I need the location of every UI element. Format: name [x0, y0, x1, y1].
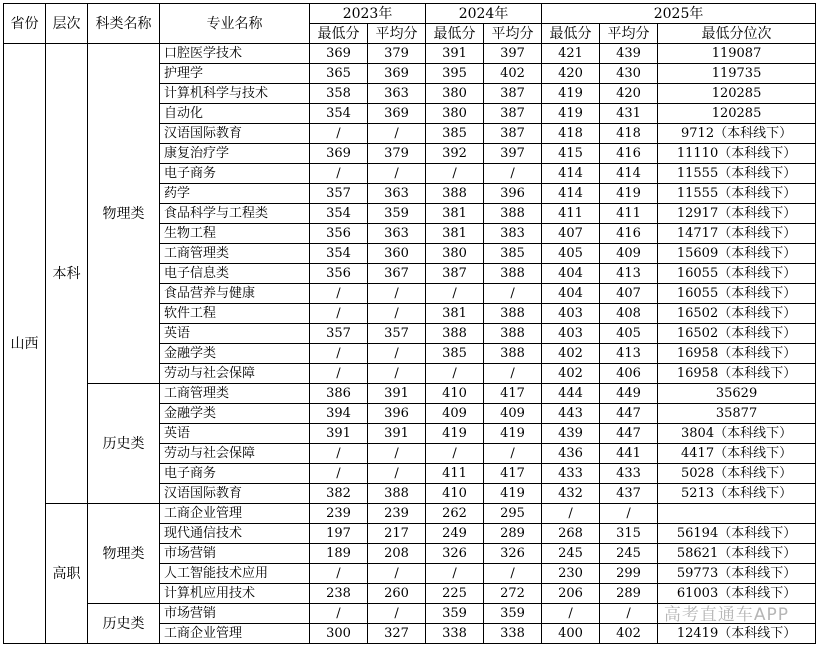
major-name-cell: 工商企业管理 [160, 624, 310, 644]
avg-2023-cell: 363 [368, 224, 426, 244]
major-name-cell: 药学 [160, 184, 310, 204]
major-name-cell: 汉语国际教育 [160, 124, 310, 144]
rank-2025-cell: 58621（本科线下） [658, 544, 816, 564]
min-2024-cell: 381 [426, 304, 484, 324]
avg-2024-cell: 388 [484, 304, 542, 324]
min-2025-cell: 400 [542, 624, 600, 644]
avg-2025-cell: 431 [600, 104, 658, 124]
avg-2025-cell: 405 [600, 324, 658, 344]
avg-2023-cell: 359 [368, 204, 426, 224]
avg-2025-cell: 433 [600, 464, 658, 484]
avg-2024-cell: / [484, 444, 542, 464]
rank-2025-cell: 35629 [658, 384, 816, 404]
major-name-cell: 康复治疗学 [160, 144, 310, 164]
major-name-cell: 食品营养与健康 [160, 284, 310, 304]
min-2025-cell: 414 [542, 164, 600, 184]
rank-2025-cell: 5213（本科线下） [658, 484, 816, 504]
min-2025-cell: 403 [542, 304, 600, 324]
avg-2024-cell: 388 [484, 324, 542, 344]
min-2023-cell: / [310, 124, 368, 144]
min-2023-cell: 369 [310, 44, 368, 64]
avg-2025-cell: 447 [600, 404, 658, 424]
avg-2023-cell: 388 [368, 484, 426, 504]
min-2024-cell: 249 [426, 524, 484, 544]
admission-score-table [3, 3, 816, 644]
major-name-cell: 口腔医学技术 [160, 44, 310, 64]
avg-2023-cell: 327 [368, 624, 426, 644]
avg-2023-cell: 217 [368, 524, 426, 544]
avg-2025-cell: 420 [600, 84, 658, 104]
avg-2024-cell: 387 [484, 124, 542, 144]
avg-2024-cell: 397 [484, 144, 542, 164]
avg-2023-cell: / [368, 164, 426, 184]
major-name-cell: 食品科学与工程类 [160, 204, 310, 224]
table-row [4, 384, 816, 404]
min-2023-cell: 356 [310, 264, 368, 284]
avg-2023-cell: 379 [368, 144, 426, 164]
table-row [4, 44, 816, 64]
avg-2024-cell: 359 [484, 604, 542, 624]
min-2023-cell: 356 [310, 224, 368, 244]
major-name-cell: 英语 [160, 324, 310, 344]
min-2025-cell: 443 [542, 404, 600, 424]
min-2025-cell: 404 [542, 264, 600, 284]
avg-2025-cell: 409 [600, 244, 658, 264]
min-2025-cell: 418 [542, 124, 600, 144]
min-2024-cell: 391 [426, 44, 484, 64]
min-2023-cell: 238 [310, 584, 368, 604]
year-2024-header: 2024年 [426, 4, 542, 24]
avg-2024-cell: 417 [484, 464, 542, 484]
min-2024-cell: 381 [426, 204, 484, 224]
avg-2025-cell: 430 [600, 64, 658, 84]
min-2024-cell: 411 [426, 464, 484, 484]
avg-2023-cell: / [368, 284, 426, 304]
rank-2025-cell: 120285 [658, 84, 816, 104]
avg-2025-cell: 413 [600, 264, 658, 284]
avg-2023-cell: 369 [368, 104, 426, 124]
avg-2023-cell: / [368, 304, 426, 324]
rank-2025-cell: 5028（本科线下） [658, 464, 816, 484]
min-2023-cell: / [310, 284, 368, 304]
min-2023-cell: 369 [310, 144, 368, 164]
avg-2024-cell: / [484, 564, 542, 584]
min-2023-cell: / [310, 444, 368, 464]
category-header: 科类名称 [88, 4, 160, 44]
min-2023-cell: / [310, 304, 368, 324]
major-name-cell: 自动化 [160, 104, 310, 124]
rank-2025-cell: 16502（本科线下） [658, 304, 816, 324]
avg-2024-cell: 397 [484, 44, 542, 64]
min-2025-cell: 405 [542, 244, 600, 264]
avg-2023-cell: 239 [368, 504, 426, 524]
min-score-header: 最低分 [310, 24, 368, 44]
min-2025-cell: 439 [542, 424, 600, 444]
avg-2025-cell: 439 [600, 44, 658, 64]
min-rank-header: 最低分位次 [658, 24, 816, 44]
avg-2025-cell: 449 [600, 384, 658, 404]
major-header: 专业名称 [160, 4, 310, 44]
avg-2024-cell: 387 [484, 104, 542, 124]
min-2023-cell: 357 [310, 324, 368, 344]
avg-2024-cell: 396 [484, 184, 542, 204]
rank-2025-cell: 11555（本科线下） [658, 164, 816, 184]
avg-2025-cell: 289 [600, 584, 658, 604]
rank-2025-cell: 11110（本科线下） [658, 144, 816, 164]
avg-2025-cell: 414 [600, 164, 658, 184]
rank-2025-cell: 59773（本科线下） [658, 564, 816, 584]
min-2023-cell: 358 [310, 84, 368, 104]
major-name-cell: 工商管理类 [160, 244, 310, 264]
avg-2023-cell: / [368, 464, 426, 484]
min-2025-cell: / [542, 504, 600, 524]
min-2024-cell: 388 [426, 324, 484, 344]
avg-2025-cell: 419 [600, 184, 658, 204]
min-2025-cell: 268 [542, 524, 600, 544]
min-2023-cell: 382 [310, 484, 368, 504]
min-2024-cell: 359 [426, 604, 484, 624]
min-2025-cell: 421 [542, 44, 600, 64]
province-cell: 山西 [4, 44, 46, 644]
min-2024-cell: 388 [426, 184, 484, 204]
min-2024-cell: 410 [426, 384, 484, 404]
min-2023-cell: 197 [310, 524, 368, 544]
watermark: 高考直通车APP [663, 605, 789, 625]
rank-2025-cell [658, 504, 816, 524]
rank-2025-cell: 14717（本科线下） [658, 224, 816, 244]
rank-2025-cell: 16958（本科线下） [658, 364, 816, 384]
min-2023-cell: 365 [310, 64, 368, 84]
min-2024-cell: 395 [426, 64, 484, 84]
rank-2025-cell: 4417（本科线下） [658, 444, 816, 464]
rank-2025-cell: 9712（本科线下） [658, 124, 816, 144]
avg-2025-cell: 402 [600, 624, 658, 644]
avg-2024-cell: 388 [484, 204, 542, 224]
min-2024-cell: 385 [426, 344, 484, 364]
min-2025-cell: 419 [542, 104, 600, 124]
avg-2024-cell: 388 [484, 264, 542, 284]
avg-2024-cell: 385 [484, 244, 542, 264]
min-2024-cell: / [426, 164, 484, 184]
major-name-cell: 汉语国际教育 [160, 484, 310, 504]
table-row [4, 504, 816, 524]
min-2025-cell: 206 [542, 584, 600, 604]
avg-2024-cell: 272 [484, 584, 542, 604]
avg-2024-cell: / [484, 164, 542, 184]
min-2024-cell: 419 [426, 424, 484, 444]
avg-score-header: 平均分 [600, 24, 658, 44]
min-2024-cell: / [426, 284, 484, 304]
rank-2025-cell: 16055（本科线下） [658, 264, 816, 284]
avg-2023-cell: 363 [368, 84, 426, 104]
rank-2025-cell: 15609（本科线下） [658, 244, 816, 264]
category-cell-history: 历史类 [88, 604, 160, 644]
rank-2025-cell: 11555（本科线下） [658, 184, 816, 204]
avg-2024-cell: 388 [484, 344, 542, 364]
major-name-cell: 软件工程 [160, 304, 310, 324]
min-2024-cell: 225 [426, 584, 484, 604]
avg-2024-cell: 409 [484, 404, 542, 424]
year-2023-header: 2023年 [310, 4, 426, 24]
min-2023-cell: 239 [310, 504, 368, 524]
min-2023-cell: 357 [310, 184, 368, 204]
avg-2023-cell: 367 [368, 264, 426, 284]
header-row-1 [4, 4, 816, 24]
category-cell-physics: 物理类 [88, 504, 160, 604]
rank-2025-cell: 12419（本科线下） [658, 624, 816, 644]
min-2024-cell: 410 [426, 484, 484, 504]
avg-2023-cell: 260 [368, 584, 426, 604]
rank-2025-cell: 61003（本科线下） [658, 584, 816, 604]
min-2025-cell: 420 [542, 64, 600, 84]
min-2025-cell: 404 [542, 284, 600, 304]
min-2025-cell: 433 [542, 464, 600, 484]
major-name-cell: 市场营销 [160, 604, 310, 624]
level-header: 层次 [46, 4, 88, 44]
min-2025-cell: 415 [542, 144, 600, 164]
avg-2024-cell: 383 [484, 224, 542, 244]
category-cell-history: 历史类 [88, 384, 160, 504]
avg-2024-cell: / [484, 284, 542, 304]
min-2023-cell: / [310, 344, 368, 364]
year-2025-header: 2025年 [542, 4, 816, 24]
level-cell-benke: 本科 [46, 44, 88, 504]
min-2023-cell: 354 [310, 244, 368, 264]
table-row [4, 604, 816, 624]
avg-2025-cell: 416 [600, 224, 658, 244]
avg-2025-cell: 437 [600, 484, 658, 504]
min-2025-cell: 432 [542, 484, 600, 504]
avg-2025-cell: 406 [600, 364, 658, 384]
major-name-cell: 现代通信技术 [160, 524, 310, 544]
major-name-cell: 劳动与社会保障 [160, 444, 310, 464]
min-2023-cell: 354 [310, 104, 368, 124]
min-2023-cell: 354 [310, 204, 368, 224]
avg-2025-cell: 441 [600, 444, 658, 464]
major-name-cell: 生物工程 [160, 224, 310, 244]
avg-2023-cell: 379 [368, 44, 426, 64]
avg-2025-cell: 245 [600, 544, 658, 564]
major-name-cell: 工商企业管理 [160, 504, 310, 524]
avg-2025-cell: 407 [600, 284, 658, 304]
min-2023-cell: 386 [310, 384, 368, 404]
avg-2023-cell: / [368, 444, 426, 464]
min-2024-cell: / [426, 364, 484, 384]
avg-2023-cell: / [368, 344, 426, 364]
min-2023-cell: 189 [310, 544, 368, 564]
major-name-cell: 电子信息类 [160, 264, 310, 284]
avg-2024-cell: / [484, 364, 542, 384]
level-cell-gaozhi: 高职 [46, 504, 88, 644]
min-2024-cell: 338 [426, 624, 484, 644]
min-2024-cell: 392 [426, 144, 484, 164]
avg-2023-cell: 369 [368, 64, 426, 84]
avg-2024-cell: 417 [484, 384, 542, 404]
major-name-cell: 劳动与社会保障 [160, 364, 310, 384]
avg-2024-cell: 295 [484, 504, 542, 524]
avg-score-header: 平均分 [368, 24, 426, 44]
avg-2025-cell: 411 [600, 204, 658, 224]
avg-2025-cell: 408 [600, 304, 658, 324]
min-2024-cell: / [426, 444, 484, 464]
avg-2023-cell: / [368, 604, 426, 624]
avg-2024-cell: 419 [484, 424, 542, 444]
major-name-cell: 计算机应用技术 [160, 584, 310, 604]
avg-2023-cell: 391 [368, 384, 426, 404]
avg-2023-cell: 357 [368, 324, 426, 344]
category-cell-physics: 物理类 [88, 44, 160, 384]
min-2024-cell: 381 [426, 224, 484, 244]
avg-2025-cell: 416 [600, 144, 658, 164]
avg-2023-cell: / [368, 124, 426, 144]
avg-2023-cell: 360 [368, 244, 426, 264]
province-header: 省份 [4, 4, 46, 44]
major-name-cell: 工商管理类 [160, 384, 310, 404]
avg-score-header: 平均分 [484, 24, 542, 44]
avg-2025-cell: 447 [600, 424, 658, 444]
min-2023-cell: / [310, 464, 368, 484]
min-2024-cell: 380 [426, 104, 484, 124]
rank-2025-cell: 35877 [658, 404, 816, 424]
avg-2024-cell: 419 [484, 484, 542, 504]
min-2023-cell: / [310, 564, 368, 584]
avg-2023-cell: 208 [368, 544, 426, 564]
min-score-header: 最低分 [542, 24, 600, 44]
major-name-cell: 金融学类 [160, 404, 310, 424]
avg-2024-cell: 387 [484, 84, 542, 104]
avg-2023-cell: / [368, 364, 426, 384]
min-2023-cell: / [310, 604, 368, 624]
min-2025-cell: 444 [542, 384, 600, 404]
min-2025-cell: 419 [542, 84, 600, 104]
major-name-cell: 英语 [160, 424, 310, 444]
avg-2024-cell: 402 [484, 64, 542, 84]
min-2025-cell: 402 [542, 364, 600, 384]
min-2025-cell: 230 [542, 564, 600, 584]
avg-2023-cell: 396 [368, 404, 426, 424]
avg-2023-cell: / [368, 564, 426, 584]
avg-2025-cell: / [600, 604, 658, 624]
major-name-cell: 人工智能技术应用 [160, 564, 310, 584]
rank-2025-cell: 16055（本科线下） [658, 284, 816, 304]
min-2024-cell: 326 [426, 544, 484, 564]
avg-2025-cell: 413 [600, 344, 658, 364]
major-name-cell: 电子商务 [160, 464, 310, 484]
rank-2025-cell: 3804（本科线下） [658, 424, 816, 444]
major-name-cell: 金融学类 [160, 344, 310, 364]
avg-2024-cell: 289 [484, 524, 542, 544]
min-2025-cell: 407 [542, 224, 600, 244]
min-2024-cell: / [426, 564, 484, 584]
min-score-header: 最低分 [426, 24, 484, 44]
min-2023-cell: 394 [310, 404, 368, 424]
min-2025-cell: 245 [542, 544, 600, 564]
min-2025-cell: / [542, 604, 600, 624]
avg-2025-cell: 418 [600, 124, 658, 144]
avg-2023-cell: 363 [368, 184, 426, 204]
min-2025-cell: 411 [542, 204, 600, 224]
min-2024-cell: 380 [426, 244, 484, 264]
avg-2025-cell: 299 [600, 564, 658, 584]
min-2024-cell: 409 [426, 404, 484, 424]
min-2025-cell: 402 [542, 344, 600, 364]
min-2023-cell: / [310, 364, 368, 384]
min-2025-cell: 403 [542, 324, 600, 344]
major-name-cell: 电子商务 [160, 164, 310, 184]
avg-2023-cell: 391 [368, 424, 426, 444]
avg-2025-cell: 315 [600, 524, 658, 544]
min-2025-cell: 436 [542, 444, 600, 464]
major-name-cell: 市场营销 [160, 544, 310, 564]
rank-2025-cell: 120285 [658, 104, 816, 124]
avg-2024-cell: 338 [484, 624, 542, 644]
min-2024-cell: 385 [426, 124, 484, 144]
rank-2025-cell: 12917（本科线下） [658, 204, 816, 224]
min-2023-cell: 300 [310, 624, 368, 644]
rank-2025-cell: 119735 [658, 64, 816, 84]
rank-2025-cell [658, 604, 816, 624]
min-2024-cell: 387 [426, 264, 484, 284]
major-name-cell: 计算机科学与技术 [160, 84, 310, 104]
rank-2025-cell: 16958（本科线下） [658, 344, 816, 364]
avg-2025-cell: / [600, 504, 658, 524]
min-2024-cell: 262 [426, 504, 484, 524]
table-wrapper [3, 3, 816, 644]
min-2023-cell: / [310, 164, 368, 184]
rank-2025-cell: 119087 [658, 44, 816, 64]
min-2025-cell: 414 [542, 184, 600, 204]
rank-2025-cell: 16502（本科线下） [658, 324, 816, 344]
rank-2025-cell: 56194（本科线下） [658, 524, 816, 544]
min-2024-cell: 380 [426, 84, 484, 104]
avg-2024-cell: 326 [484, 544, 542, 564]
major-name-cell: 护理学 [160, 64, 310, 84]
min-2023-cell: 391 [310, 424, 368, 444]
